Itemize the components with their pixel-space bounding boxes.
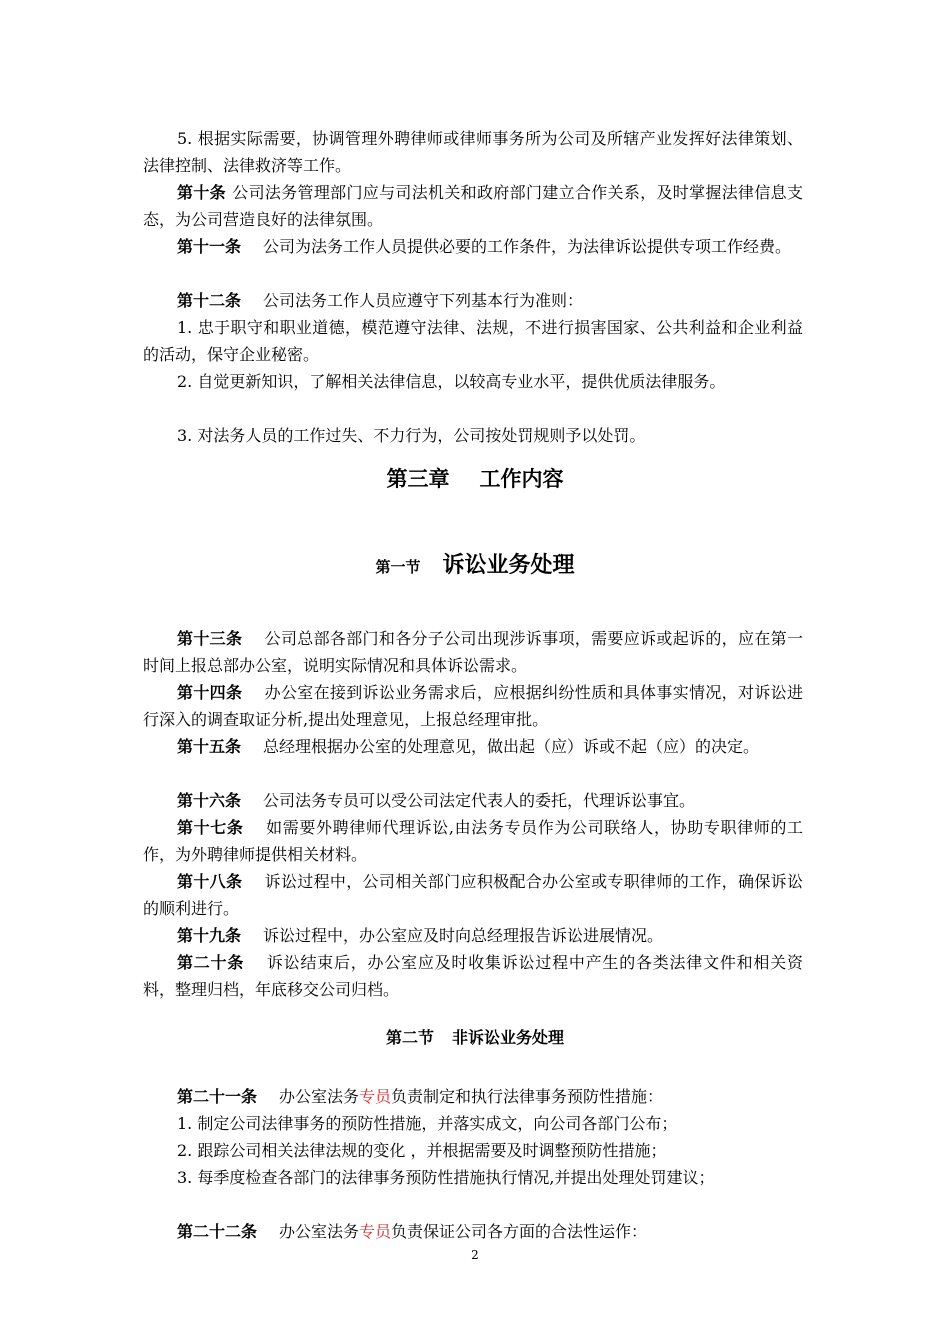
article-text: 公司法务工作人员应遵守下列基本行为准则： xyxy=(263,291,584,310)
article-12 xyxy=(143,287,803,314)
article-text-post: 负责保证公司各方面的合法性运作： xyxy=(391,1222,648,1241)
article-number: 第十条 xyxy=(177,183,226,202)
article-number: 第十九条 xyxy=(177,926,242,945)
page-number: 2 xyxy=(471,1248,479,1262)
section-title: 非诉讼业务处理 xyxy=(452,1028,565,1047)
article-text: 诉讼过程中，办公室应及时向总经理报告诉讼进展情况。 xyxy=(263,926,664,945)
article-16 xyxy=(143,787,803,814)
article-text: 公司法务管理部门应与司法机关和政府部门建立合作关系，及时掌握法律信息支态，为公司营造良好的法律氛围。 xyxy=(143,183,803,229)
section-number: 第一节 xyxy=(375,558,421,576)
section-title: 诉讼业务处理 xyxy=(442,553,575,578)
list-item-text: 1. 忠于职守和职业道德，模范遵守法律、法规，不进行损害国家、公共利益和企业利益的活动，保守企业秘密。 xyxy=(143,318,803,364)
article-number: 第二十条 xyxy=(177,953,245,972)
article-text-pre: 办公室法务 xyxy=(279,1087,360,1106)
article-number: 第十一条 xyxy=(177,237,242,256)
list-item-text: 3. 每季度检查各部门的法律事务预防性措施执行情况,并提出处理处罚建议； xyxy=(177,1168,715,1187)
art21-item-3 xyxy=(143,1164,803,1191)
article-number: 第二十一条 xyxy=(177,1087,258,1106)
paragraph-text: 5. 根据实际需要，协调管理外聘律师或律师事务所为公司及所辖产业发挥好法律策划、法律控制、法律救济等工作。 xyxy=(143,129,803,175)
paragraph-item-5 xyxy=(143,125,803,179)
list-item-1 xyxy=(143,314,803,368)
article-22 xyxy=(143,1218,803,1245)
article-number: 第十六条 xyxy=(177,791,242,810)
art21-item-2 xyxy=(143,1137,803,1164)
article-number: 第十八条 xyxy=(177,872,243,891)
article-text: 总经理根据办公室的处理意见，做出起（应）诉或不起（应）的决定。 xyxy=(263,737,760,756)
article-number: 第十二条 xyxy=(177,291,242,310)
chapter-heading xyxy=(0,463,950,493)
article-21 xyxy=(143,1083,803,1110)
article-text: 诉讼过程中，公司相关部门应积极配合办公室或专职律师的工作，确保诉讼的顺利进行。 xyxy=(143,872,803,918)
list-item-text: 3. 对法务人员的工作过失、不力行为，公司按处罚规则予以处罚。 xyxy=(177,426,646,445)
article-10 xyxy=(143,179,803,233)
section-number: 第二节 xyxy=(385,1028,434,1047)
list-item-text: 1. 制定公司法律事务的预防性措施，并落实成文，向公司各部门公布； xyxy=(177,1114,678,1133)
article-number: 第十七条 xyxy=(177,818,244,837)
article-text: 诉讼结束后，办公室应及时收集诉讼过程中产生的各类法律文件和相关资料，整理归档，年底移交公司归档。 xyxy=(143,953,803,999)
highlighted-text: 专员 xyxy=(359,1087,392,1106)
article-text: 公司为法务工作人员提供必要的工作条件，为法律诉讼提供专项工作经费。 xyxy=(263,237,792,256)
article-11 xyxy=(143,233,803,260)
highlighted-text: 专员 xyxy=(359,1222,392,1241)
article-20 xyxy=(143,949,803,1003)
list-item-text: 2. 自觉更新知识，了解相关法律信息，以较高专业水平，提供优质法律服务。 xyxy=(177,372,726,391)
article-19 xyxy=(143,922,803,949)
article-13 xyxy=(143,625,803,679)
list-item-3 xyxy=(143,422,803,449)
article-text: 如需要外聘律师代理诉讼,由法务专员作为公司联络人，协助专职律师的工作，为外聘律师提供相关材料。 xyxy=(143,818,803,864)
article-number: 第十五条 xyxy=(177,737,242,756)
list-item-2 xyxy=(143,368,803,395)
article-18 xyxy=(143,868,803,922)
article-17 xyxy=(143,814,803,868)
art21-item-1 xyxy=(143,1110,803,1137)
article-14 xyxy=(143,679,803,733)
article-text-post: 负责制定和执行法律事务预防性措施： xyxy=(391,1087,664,1106)
article-number: 第二十二条 xyxy=(177,1222,258,1241)
article-text: 公司法务专员可以受公司法定代表人的委托，代理诉讼事宜。 xyxy=(263,791,696,810)
article-15 xyxy=(143,733,803,760)
section-heading-2 xyxy=(0,1025,950,1048)
article-number: 第十三条 xyxy=(177,629,243,648)
article-number: 第十四条 xyxy=(177,683,243,702)
section-heading-1 xyxy=(0,548,950,579)
article-text: 公司总部各部门和各分子公司出现涉诉事项，需要应诉或起诉的，应在第一时间上报总部办公室，说明实际情况和具体诉讼需求。 xyxy=(143,629,803,675)
article-text: 办公室在接到诉讼业务需求后，应根据纠纷性质和具体事实情况，对诉讼进行深入的调查取证分析,提出处理意见，上报总经理审批。 xyxy=(143,683,803,729)
chapter-title: 工作内容 xyxy=(479,467,564,491)
chapter-number: 第三章 xyxy=(386,467,450,491)
article-text-pre: 办公室法务 xyxy=(279,1222,360,1241)
list-item-text: 2. 跟踪公司相关法律法规的变化 ，并根据需要及时调整预防性措施； xyxy=(177,1141,667,1160)
